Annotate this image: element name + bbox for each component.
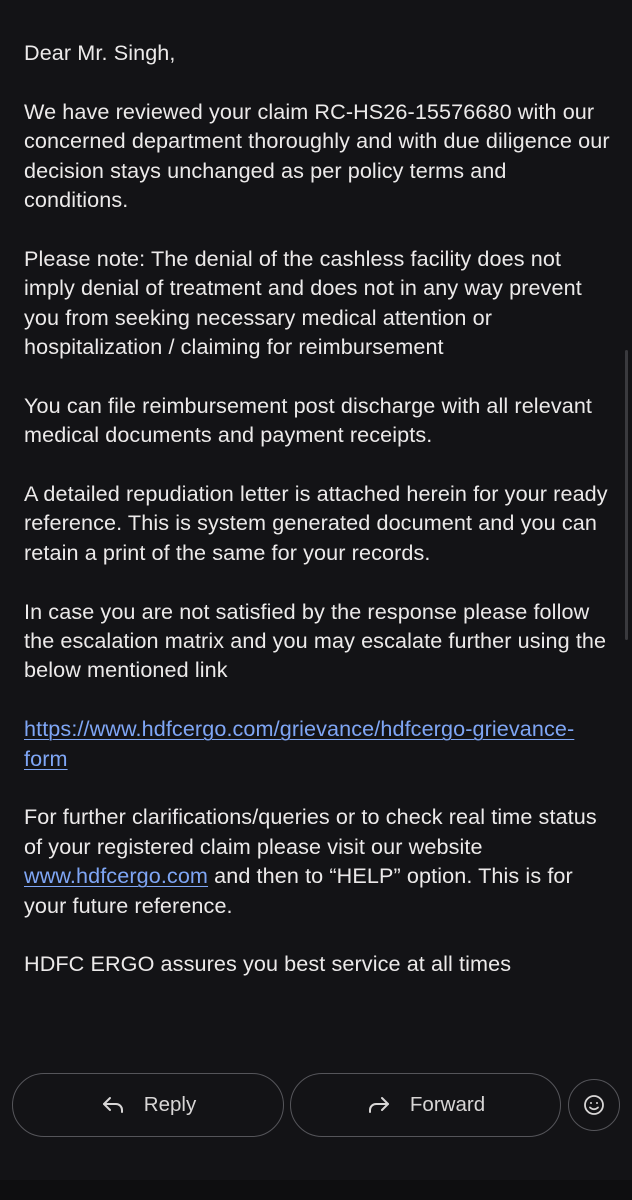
email-body bbox=[24, 38, 614, 1008]
email-paragraph-reimbursement: You can file reimbursement post discharge with all relevant medical documents and payment receipts. bbox=[24, 392, 593, 448]
help-text-before: For further clarifications/queries or to check real time status of your registered claim please visit our website bbox=[24, 804, 597, 859]
help-text-after: and then to “HELP” option. This is for your future reference. bbox=[24, 863, 573, 918]
reply-arrow-icon bbox=[100, 1092, 126, 1118]
email-paragraph-repudiation-letter: A detailed repudiation letter is attached herein for your ready reference. This is system generated document and you can retain a print of the same for your records. bbox=[24, 481, 608, 565]
email-paragraph-denial-note: Please note: The denial of the cashless facility does not imply denial of treatment and does not in any way prevent you from seeking necessary medical attention or hospitalization / claiming for reimbursement bbox=[24, 245, 582, 360]
grievance-form-link[interactable]: https://www.hdfcergo.com/grievance/hdfcergo-grievance-form bbox=[24, 716, 575, 771]
emoji-reaction-button[interactable] bbox=[568, 1079, 620, 1131]
email-paragraph-claim-review: We have reviewed your claim RC-HS26-15576680 with our concerned department thoroughly and with due diligence our decision stays unchanged as per policy terms and conditions. bbox=[24, 98, 610, 213]
reply-button[interactable] bbox=[12, 1073, 284, 1137]
email-paragraph-grievance-link bbox=[24, 714, 614, 773]
forward-button[interactable] bbox=[290, 1073, 561, 1137]
website-link[interactable]: www.hdfcergo.com bbox=[24, 863, 209, 889]
email-greeting: Dear Mr. Singh, bbox=[24, 40, 176, 65]
forward-arrow-icon bbox=[366, 1092, 392, 1118]
bottom-safe-area bbox=[0, 1180, 632, 1200]
email-paragraph-help bbox=[24, 802, 614, 920]
smiley-face-icon bbox=[581, 1092, 607, 1118]
reply-label: Reply bbox=[143, 1093, 197, 1116]
scrollbar[interactable] bbox=[625, 350, 628, 640]
email-paragraph-escalation: In case you are not satisfied by the response please follow the escalation matrix and you may escalate further using the below mentioned link bbox=[24, 598, 607, 683]
forward-label: Forward bbox=[409, 1093, 486, 1116]
email-closing: HDFC ERGO assures you best service at all times bbox=[24, 951, 512, 977]
reply-actions-bar bbox=[0, 1073, 632, 1139]
